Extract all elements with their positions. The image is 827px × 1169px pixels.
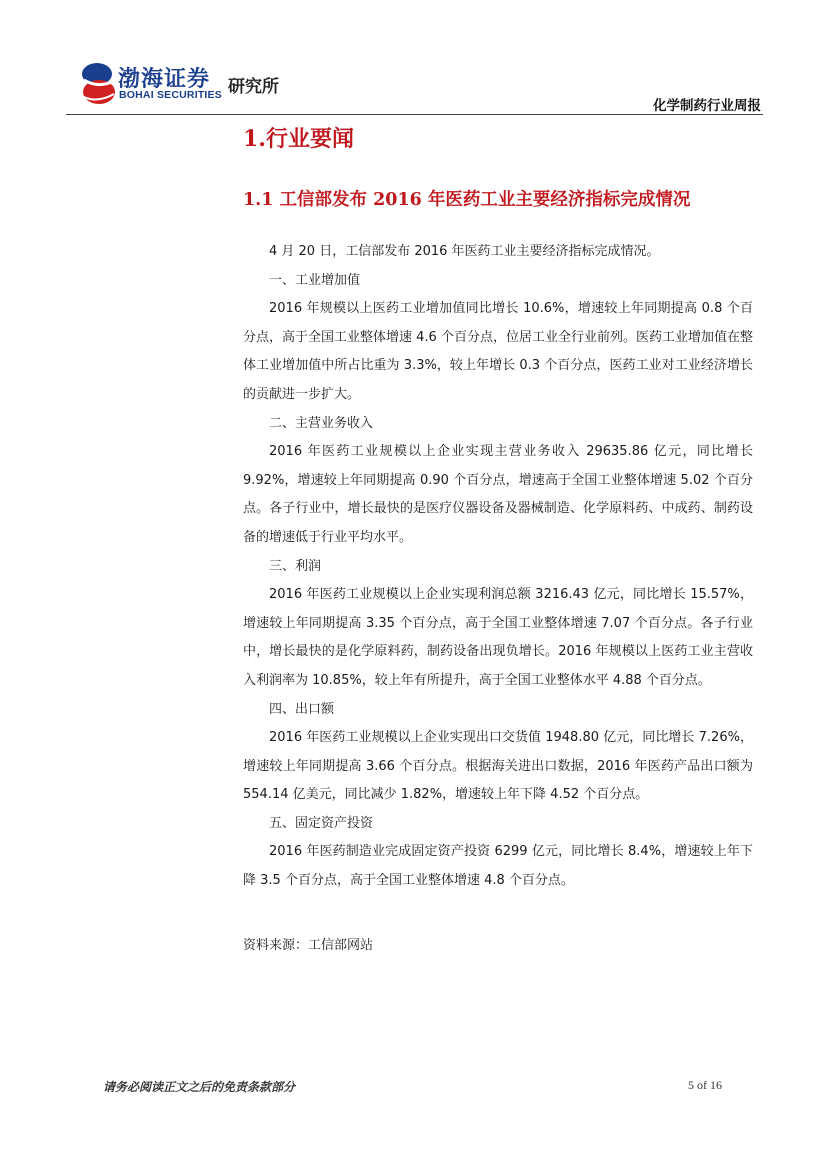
paragraph-investment: 2016 年医药制造业完成固定资产投资 6299 亿元，同比增长 8.4%，增速较上年下降 3.5 个百分点，高于全国工业整体增速 4.8 个百分点。 <box>243 844 753 889</box>
article-body <box>243 238 753 896</box>
bohai-logo-icon <box>78 60 116 106</box>
paragraph-revenue: 2016 年医药工业规模以上企业实现主营业务收入 29635.86 亿元，同比增长 9.92%，增速较上年同期提高 0.90 个百分点，增速高于全国工业整体增速 5.02 个百分点。各子行业中，增长最快的是医疗仪器设备及器械制造、化学原料药、中成药、制药设备的增速低于行业平均水平。 <box>243 444 753 545</box>
section-label-profit: 三、利润 <box>269 558 322 574</box>
report-name: 化学制药行业周报 <box>653 98 761 114</box>
company-name-cn: 渤海证券 <box>118 66 211 92</box>
subsection-heading: 1.1 工信部发布 2016 年医药工业主要经济指标完成情况 <box>243 190 691 210</box>
company-name-en: BOHAI SECURITIES <box>119 89 222 101</box>
header-divider <box>66 114 763 115</box>
paragraph-value-added: 2016 年规模以上医药工业增加值同比增长 10.6%，增速较上年同期提高 0.8 个百分点，高于全国工业整体增速 4.6 个百分点，位居工业全行业前列。医药工业增加值在整体工业增加值中所占比重为 3.3%，较上年增长 0.3 个百分点，医药工业对工业经济增长的贡献进一步扩大。 <box>243 301 753 402</box>
footer-disclaimer: 请务必阅读正文之后的免责条款部分 <box>103 1080 296 1094</box>
section-label-value-added: 一、工业增加值 <box>269 272 361 288</box>
page-number: 5 of 16 <box>688 1078 722 1092</box>
page-header <box>0 0 827 120</box>
paragraph-export: 2016 年医药工业规模以上企业实现出口交货值 1948.80 亿元，同比增长 7.26%，增速较上年同期提高 3.66 个百分点。根据海关进出口数据，2016 年医药产品出口额为 554.14 亿美元，同比减少 1.82%，增速较上年下降 4.52 个百分点。 <box>243 730 753 803</box>
company-logo <box>78 60 293 108</box>
source-note: 资料来源：工信部网站 <box>243 938 374 953</box>
section-label-export: 四、出口额 <box>269 701 335 717</box>
section-label-investment: 五、固定资产投资 <box>269 815 374 831</box>
section-label-revenue: 二、主营业务收入 <box>269 415 374 431</box>
intro-paragraph: 4 月 20 日，工信部发布 2016 年医药工业主要经济指标完成情况。 <box>269 244 660 259</box>
paragraph-profit: 2016 年医药工业规模以上企业实现利润总额 3216.43 亿元，同比增长 15.57%，增速较上年同期提高 3.35 个百分点，高于全国工业整体增速 7.07 个百分点。各子行业中，增长最快的是化学原料药，制药设备出现负增长。2016 年规模以上医药工业主营收入利润率为 10.85%，较上年有所提升，高于全国工业整体水平 4.88 个百分点。 <box>243 587 753 688</box>
institute-label: 研究所 <box>228 77 279 97</box>
section-heading: 1.行业要闻 <box>243 126 354 152</box>
